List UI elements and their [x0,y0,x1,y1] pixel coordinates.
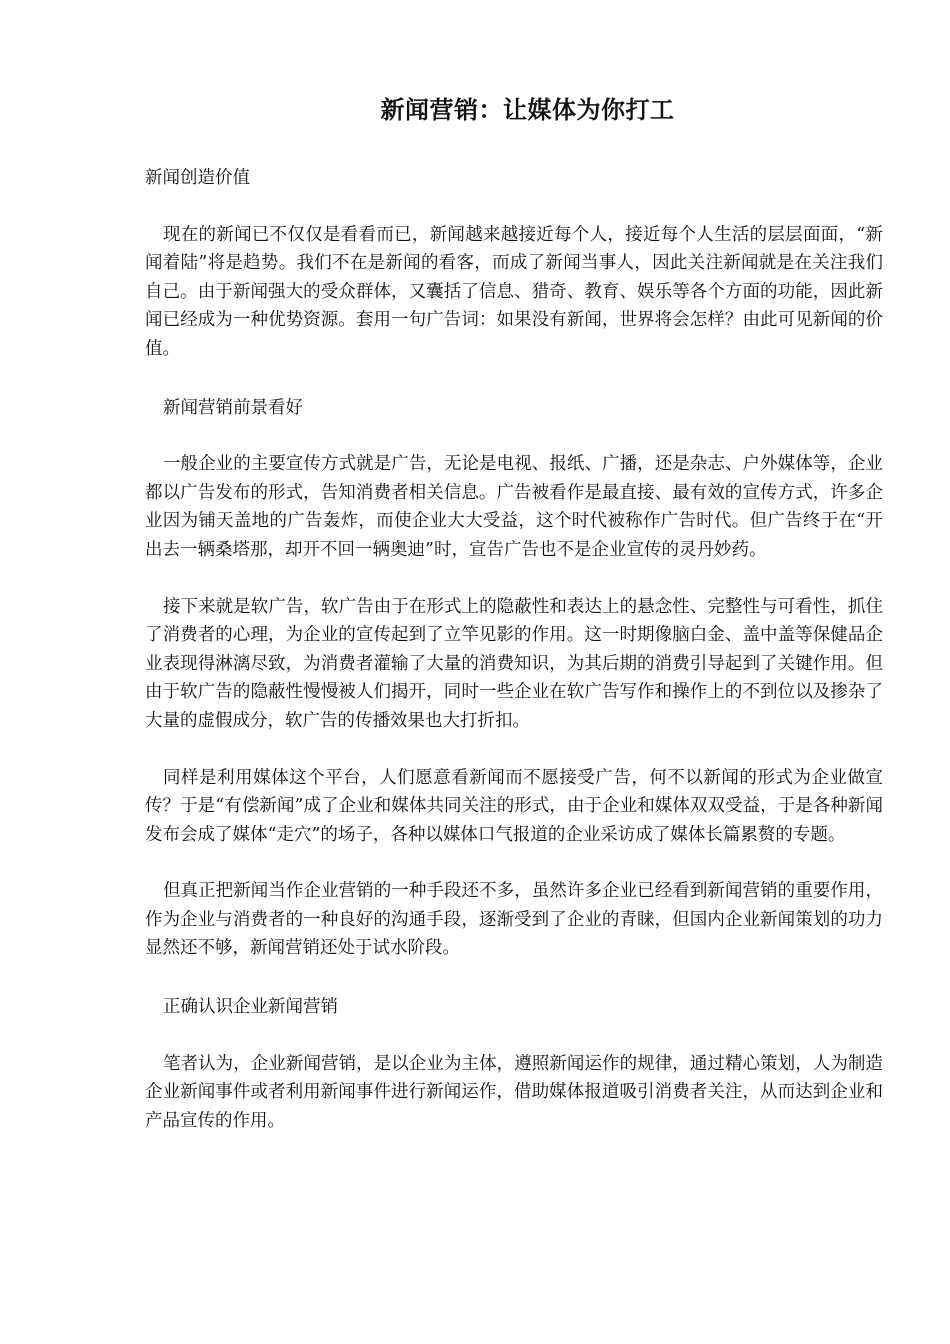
body-paragraph: 接下来就是软广告，软广告由于在形式上的隐蔽性和表达上的悬念性、完整性与可看性，抓住了消费者的心理，为企业的宣传起到了立竿见影的作用。这一时期像脑白金、盖中盖等保健品企业表现得淋漓尽致，为消费者灌输了大量的消费知识，为其后期的消费引导起到了关键作用。但由于软广告的隐蔽性慢慢被人们揭开，同时一些企业在软广告写作和操作上的不到位以及掺杂了大量的虚假成分，软广告的传播效果也大打折扣。 [145,596,883,731]
body-paragraph: 同样是利用媒体这个平台，人们愿意看新闻而不愿接受广告，何不以新闻的形式为企业做宣传？于是“有偿新闻”成了企业和媒体共同关注的形式，由于企业和媒体双双受益，于是各种新闻发布会成了媒体“走穴”的场子，各种以媒体口气报道的企业采访成了媒体长篇累赘的专题。 [145,767,883,845]
document-body [145,164,883,1135]
body-paragraph: 笔者认为，企业新闻营销，是以企业为主体，遵照新闻运作的规律，通过精心策划，人为制造企业新闻事件或者利用新闻事件进行新闻运作，借助媒体报道吸引消费者关注，从而达到企业和产品宣传的作用。 [145,1053,883,1131]
body-paragraph: 但真正把新闻当作企业营销的一种手段还不多，虽然许多企业已经看到新闻营销的重要作用，作为企业与消费者的一种良好的沟通手段，逐渐受到了企业的青睐，但国内企业新闻策划的功力显然还不够，新闻营销还处于试水阶段。 [145,881,883,959]
body-paragraph: 一般企业的主要宣传方式就是广告，无论是电视、报纸、广播，还是杂志、户外媒体等，企业都以广告发布的形式，告知消费者相关信息。广告被看作是最直接、最有效的宣传方式，许多企业因为铺天盖地的广告轰炸，而使企业大大受益，这个时代被称作广告时代。但广告终于在“开出去一辆桑塔那，却开不回一辆奥迪”时，宣告广告也不是企业宣传的灵丹妙药。 [145,454,883,560]
body-paragraph: 现在的新闻已不仅仅是看看而已，新闻越来越接近每个人，接近每个人生活的层层面面，“新闻着陆”将是趋势。我们不在是新闻的看客，而成了新闻当事人，因此关注新闻就是在关注我们自己。由于新闻强大的受众群体，又囊括了信息、猎奇、教育、娱乐等各个方面的功能，因此新闻已经成为一种优势资源。套用一句广告词：如果没有新闻，世界将会怎样？由此可见新闻的价值。 [145,224,883,359]
section-heading-correct-understanding: 正确认识企业新闻营销 [163,997,338,1018]
section-heading-prospects: 新闻营销前景看好 [163,397,303,418]
document-title: 新闻营销：让媒体为你打工 [380,95,675,124]
section-heading-news-value: 新闻创造价值 [145,168,250,188]
